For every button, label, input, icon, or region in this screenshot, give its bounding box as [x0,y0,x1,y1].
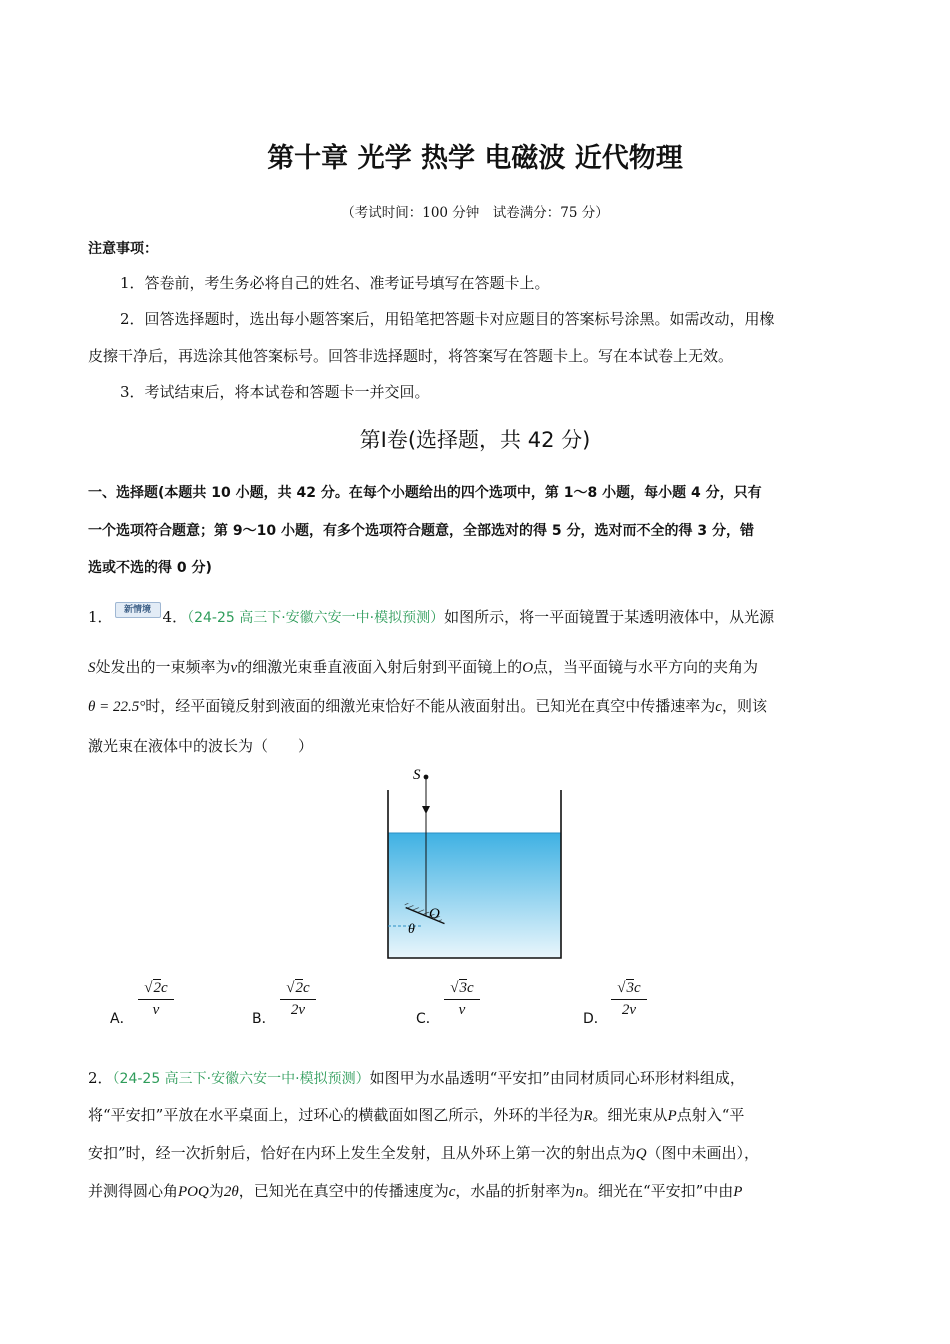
question-text: 时，经平面镜反射到液面的细激光束恰好不能从液面射出。已知光在真空中传播速率为 [145,697,716,715]
section-title: 第Ⅰ卷(选择题，共 42 分) [359,428,591,452]
var-p: P [733,1184,743,1200]
radicand: 3 [459,980,468,996]
notice-item-3: 3．考试结束后，将本试卷和答题卡一并交回。 [120,383,430,401]
notice-item-1: 1．答卷前，考生务必将自己的姓名、准考证号填写在答题卡上。 [120,274,550,292]
question-text: ，水晶的折射率为 [455,1182,576,1200]
question-2-line-1 [88,1067,745,1088]
option-d-label[interactable]: D． [583,1011,608,1027]
question-2-line-2 [88,1104,744,1125]
numerator-var: c [467,980,474,996]
question-text: （图中未画出）， [646,1144,760,1162]
question-text: 的细激光束垂直液面入射后射到平面镜上的 [237,658,523,676]
container-mirror-figure [380,760,570,965]
question-text: 处发出的一束频率为 [95,658,231,676]
var-o: O [522,660,534,676]
exam-info: （考试时间：100 分钟 试卷满分：75 分） [341,205,609,221]
page-title: 第十章 光学 热学 电磁波 近代物理 [267,143,683,174]
question-text: 如图所示，将一平面镜置于某透明液体中，从光源 [444,608,775,626]
radicand: 2 [295,980,304,996]
numerator-var: c [303,980,310,996]
part-one-line-1: 一、选择题(本题共 10 小题，共 42 分。在每个小题给出的四个选项中，第 1～8 小题，每小题 4 分，只有 [88,485,762,501]
numerator-var: c [634,980,641,996]
var-p: P [667,1108,677,1124]
option-d-expression[interactable]: √3c 2ν [611,980,647,1019]
var-q: Q [635,1146,647,1162]
question-text: ，已知光在真空中的传播速度为 [238,1182,449,1200]
question-text: 点射入“平 [676,1106,745,1124]
label-o: O [429,906,440,922]
question-text: 。细光在“平安扣”中由 [582,1182,734,1200]
var-nu: ν [230,660,238,676]
question-source: （24-25 高三下·安徽六安一中·模拟预测） [187,610,445,626]
var-r: R [583,1108,593,1124]
question-text: 。细光束从 [592,1106,668,1124]
question-source: （24-25 高三下·安徽六安一中·模拟预测） [112,1071,370,1087]
question-text: 为 [208,1182,224,1200]
option-c-expression[interactable]: √3c ν [444,980,480,1019]
part-one-line-2: 一个选项符合题意；第 9～10 小题，有多个选项符合题意，全部选对的得 5 分，选对而不全的得 3 分，错 [88,523,754,539]
numerator-var: c [161,980,168,996]
question-1-line-3 [88,695,767,716]
question-1-line-1 [88,606,774,628]
var-c: c [448,1184,456,1200]
question-number: 2． [88,1069,113,1087]
theta-equation: θ = 22.5° [88,699,146,715]
question-text: 点，当平面镜与水平方向的夹角为 [533,658,759,676]
liquid [388,833,561,958]
question-sub-number: 4． [162,608,188,626]
radicand: 2 [153,980,162,996]
question-1-line-4: 激光束在液体中的波长为（ ） [88,737,314,755]
option-a-label[interactable]: A． [110,1011,134,1027]
denominator: ν [458,1002,466,1018]
label-s: S [413,767,421,783]
option-b-expression[interactable]: √2c 2ν [280,980,316,1019]
var-c: c [715,699,722,715]
question-text: 并测得圆心角 [88,1182,179,1200]
var-n: n [575,1184,583,1200]
notice-item-2-line-1: 2．回答选择题时，选出每小题答案后，用铅笔把答题卡对应题目的答案标号涂黑。如需改动，用橡 [120,310,775,328]
question-text: 将“平安扣”平放在水平桌面上，过环心的横截面如图乙所示，外环的半径为 [88,1106,584,1124]
question-2-line-4 [88,1180,742,1201]
option-c-label[interactable]: C． [416,1011,440,1027]
option-b-label[interactable]: B． [252,1011,276,1027]
denominator: 2ν [290,1002,306,1018]
new-context-badge: 新情境 [115,602,161,618]
question-2-line-3 [88,1142,759,1163]
option-a-expression[interactable]: √2c ν [138,980,174,1019]
question-text: 如图甲为水晶透明“平安扣”由同材质同心环形材料组成， [369,1069,745,1087]
radicand: 3 [626,980,635,996]
notice-item-2-line-2: 皮擦干净后，再选涂其他答案标号。回答非选择题时，将答案写在答题卡上。写在本试卷上无效。 [88,347,734,365]
question-text: 安扣”时，经一次折射后，恰好在内环上发生全发射，且从外环上第一次的射出点为 [88,1144,636,1162]
denominator: 2ν [621,1002,637,1018]
denominator: ν [152,1002,160,1018]
question-text: ，则该 [721,697,767,715]
part-one-line-3: 选或不选的得 0 分) [88,560,212,576]
var-s: S [88,660,96,676]
label-theta: θ [408,922,415,937]
var-poq: POQ [178,1184,209,1200]
beam-arrow [422,806,430,814]
question-number: 1． [88,608,113,626]
question-1-line-2 [88,656,758,677]
var-2theta: 2θ [223,1184,239,1200]
notice-heading: 注意事项： [88,241,158,257]
